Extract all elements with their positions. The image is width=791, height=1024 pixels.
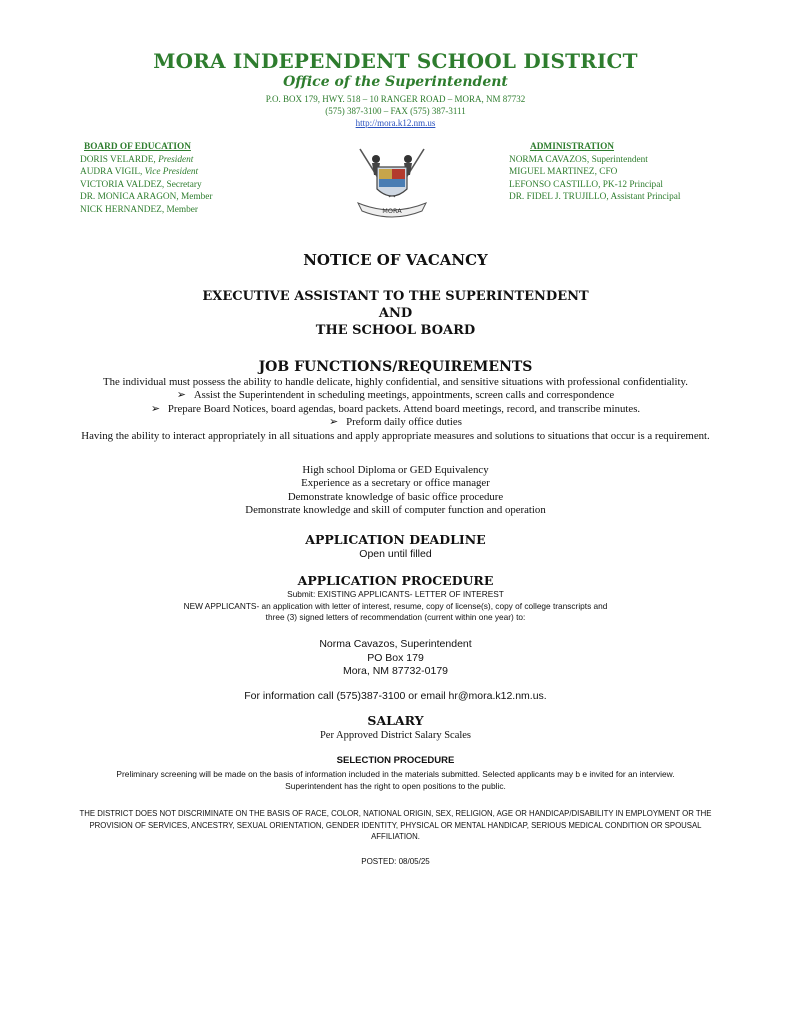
list-item: Demonstrate knowledge of basic office procedure [287,490,504,503]
selection-text: Preliminary screening will be made on the basis of information included in the materials submitted. Selected applicants may b e invited for an interview. Superintendent has the right to open positions to the public. [116,769,675,791]
selection-heading: SELECTION PROCEDURE [336,755,455,766]
administration [509,141,749,204]
job-functions [0,376,791,443]
bullet-arrow-icon: ➢ [176,389,186,402]
deadline-heading: APPLICATION DEADLINE [305,532,486,547]
district-contact-block [0,93,791,129]
admin-member: MIGUEL MARTINEZ, CFO [509,167,618,178]
nondiscrimination-statement: THE DISTRICT DOES NOT DISCRIMINATE ON THE BASIS OF RACE, COLOR, NATIONAL ORIGIN, SEX, RELIGION, AGE OR HANDICAP/DISABILITY IN EMPLOYMENT OR THE PROVISION OF SERVICES, ANCESTRY, SEXUAL ORIENTATION, GENDER IDENTITY, PHYSICAL OR MENTAL HANDICAP, SERIOUS MEDICAL CONDITION OR SPOUSAL AFFILIATION. [79,809,712,842]
procedure-text: Submit: EXISTING APPLICANTS- LETTER OF INTEREST NEW APPLICANTS- an application with letter of interest, resume, copy of license(s), copy of college transcripts and three (3) signed letters of recommendation (current within one year) to: [183,589,608,622]
district-address: P.O. BOX 179, HWY. 518 – 10 RANGER ROAD – MORA, NM 87732 [265,94,526,104]
board-member: DORIS VELARDE, President [80,154,194,165]
deadline-text: Open until filled [359,548,432,560]
board-member: AUDRA VIGIL, Vice President [80,167,199,178]
procedure-heading: APPLICATION PROCEDURE [297,573,494,588]
admin-member: DR. FIDEL J. TRUJILLO, Assistant Principal [509,192,681,203]
notice-title: NOTICE OF VACANCY [303,251,488,269]
office-subtitle: Office of the Superintendent [283,74,508,90]
list-item: High school Diploma or GED Equivalency [302,464,489,476]
posted-date: POSTED: 08/05/25 [361,857,430,866]
board-member: VICTORIA VALDEZ, Secretary [80,179,202,190]
admin-member: LEFONSO CASTILLO, PK-12 Principal [509,179,663,190]
board-member: NICK HERNANDEZ, Member [80,204,198,215]
bullet-arrow-icon: ➢ [150,402,160,415]
district-phone: (575) 387-3100 – FAX (575) 387-3111 [325,106,466,116]
school-seal-icon [350,145,434,221]
info-line: For information call (575)387-3100 or email hr@mora.k12.nm.us. [244,690,547,702]
salary-heading: SALARY [367,713,424,728]
district-website-link[interactable]: http://mora.k12.nm.us [355,118,436,128]
administration-heading: ADMINISTRATION [530,142,615,152]
admin-member: NORMA CAVAZOS, Superintendent [509,154,648,165]
position-title: EXECUTIVE ASSISTANT TO THE SUPERINTENDENT AND THE SCHOOL BOARD [202,289,589,338]
list-item: ➢ Assist the Superintendent in scheduling meetings, appointments, screen calls and correspondence [176,389,615,402]
district-title: MORA INDEPENDENT SCHOOL DISTRICT [153,49,638,73]
list-item: Experience as a secretary or office manager [301,477,490,490]
job-functions-heading: JOB FUNCTIONS/REQUIREMENTS [258,359,533,375]
board-of-education [80,141,300,217]
job-closing: Having the ability to interact appropriately in all situations and apply appropriate measures and solutions to situations that occur is a requirement. [81,429,710,442]
bullet-arrow-icon: ➢ [329,416,339,429]
list-item: ➢ Preform daily office duties [329,416,462,429]
salary-text: Per Approved District Salary Scales [319,730,472,741]
board-heading: BOARD OF EDUCATION [84,142,191,152]
qualifications [0,464,791,518]
svg-text:MORA: MORA [382,207,402,215]
job-intro: The individual must possess the ability to handle delicate, highly confidential, and sensitive situations with professional confidentiality. [103,376,688,388]
contact-address: Norma Cavazos, Superintendent PO Box 179 Mora, NM 87732-0179 [319,638,472,677]
list-item: ➢ Prepare Board Notices, board agendas, board packets. Attend board meetings, record, and transcribe minutes. [150,402,641,415]
board-member: DR. MONICA ARAGON, Member [80,192,213,203]
list-item: Demonstrate knowledge and skill of computer function and operation [245,504,546,517]
